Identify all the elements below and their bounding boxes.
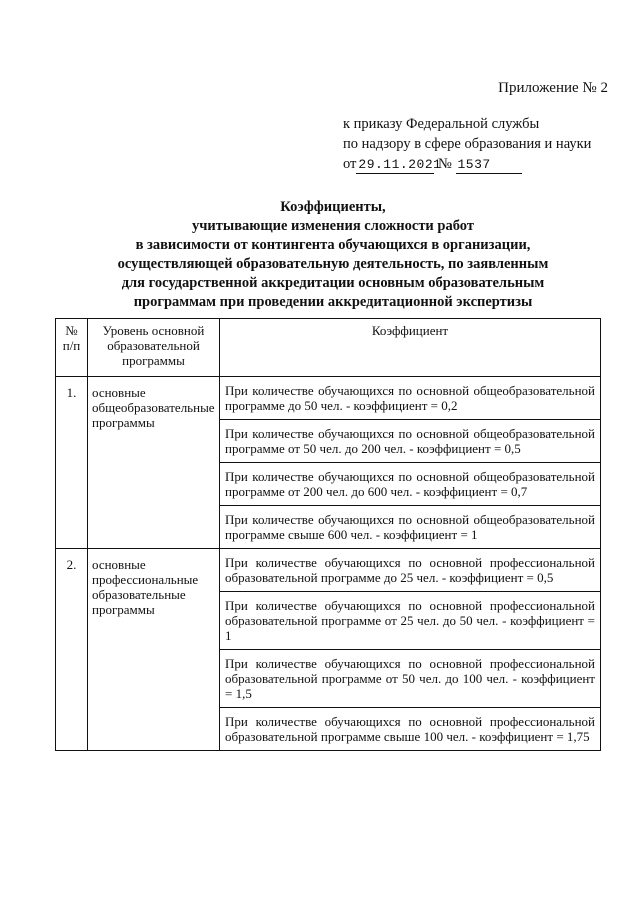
coefficient-cell: При количестве обучающихся по основной профессиональной образовательной программе до 25 чел. - коэффициент = 0,5: [220, 549, 601, 592]
header-level: Уровень основной образовательной программы: [88, 319, 220, 377]
title-line: для государственной аккредитации основным образовательным: [121, 275, 545, 291]
table-header-row: [56, 319, 601, 377]
order-date: 29.11.2021: [358, 157, 442, 172]
title-line: Коэффициенты,: [280, 199, 386, 215]
order-number: 1537: [456, 157, 522, 174]
header-num: № п/п: [56, 319, 88, 377]
order-number-line: [343, 154, 591, 174]
title-line: осуществляющей образовательную деятельность, по заявленным: [117, 256, 549, 272]
order-reference: [343, 114, 591, 174]
coefficients-table: [55, 318, 601, 751]
coefficient-cell: При количестве обучающихся по основной общеобразовательной программе до 50 чел. - коэффициент = 0,2: [220, 377, 601, 420]
coefficient-cell: При количестве обучающихся по основной общеобразовательной программе от 50 чел. до 200 чел. - коэффициент = 0,5: [220, 420, 601, 463]
document-title: [40, 198, 626, 312]
coefficient-cell: При количестве обучающихся по основной профессиональной образовательной программе свыше 100 чел. - коэффициент = 1,75: [220, 708, 601, 751]
group-num: 1.: [56, 377, 88, 549]
order-line-2: по надзору в сфере образования и науки: [343, 136, 592, 152]
coefficient-cell: При количестве обучающихся по основной общеобразовательной программе от 200 чел. до 600 чел. - коэффициент = 0,7: [220, 463, 601, 506]
title-line: в зависимости от контингента обучающихся в организации,: [135, 237, 531, 253]
group-level: основные общеобразовательные программы: [88, 377, 220, 549]
group-level: основные профессиональные образовательные программы: [88, 549, 220, 751]
appendix-label: Приложение № 2: [498, 80, 608, 96]
coefficient-cell: При количестве обучающихся по основной общеобразовательной программе свыше 600 чел. - коэффициент = 1: [220, 506, 601, 549]
table-row: [56, 377, 601, 420]
order-line-1: к приказу Федеральной службы: [343, 116, 540, 132]
header-coef: Коэффициент: [220, 319, 601, 377]
title-line: учитывающие изменения сложности работ: [192, 218, 474, 234]
table-row: [56, 549, 601, 592]
coefficient-cell: При количестве обучающихся по основной профессиональной образовательной программе от 50 чел. до 100 чел. - коэффициент = 1,5: [220, 650, 601, 708]
order-from-label: от: [343, 156, 357, 172]
group-num: 2.: [56, 549, 88, 751]
title-line: программам при проведении аккредитационной экспертизы: [133, 294, 533, 310]
coefficient-cell: При количестве обучающихся по основной профессиональной образовательной программе от 25 чел. до 50 чел. - коэффициент = 1: [220, 592, 601, 650]
order-no-label: №: [438, 156, 452, 172]
